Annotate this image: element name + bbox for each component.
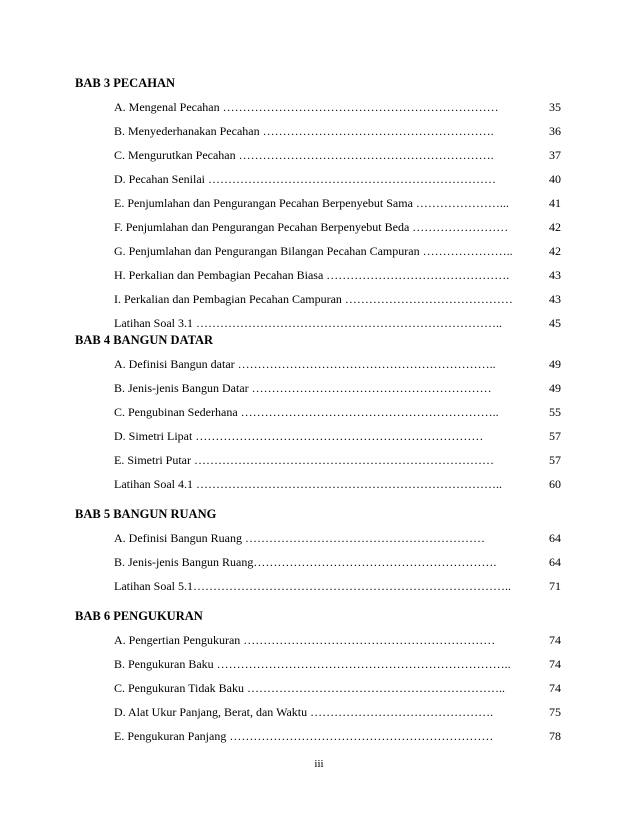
entry-page-number: 57 bbox=[549, 429, 561, 443]
toc-entry[interactable] bbox=[75, 194, 575, 218]
entry-text: Latihan Soal 5.1…………………………………………………………………….. bbox=[114, 579, 511, 593]
entry-text: C. Pengubinan Sederhana ……………………………………………………….. bbox=[114, 405, 499, 419]
entry-page-number: 75 bbox=[549, 705, 561, 719]
toc-entry[interactable] bbox=[75, 703, 575, 727]
toc-entry[interactable] bbox=[75, 655, 575, 679]
entry-page-number: 49 bbox=[549, 357, 561, 371]
chapter-bab-6 bbox=[75, 607, 575, 751]
entry-page-number: 45 bbox=[549, 316, 561, 330]
chapter-title: BAB 4 BANGUN DATAR bbox=[75, 333, 214, 347]
toc-entry[interactable] bbox=[75, 218, 575, 242]
entry-page-number: 74 bbox=[549, 633, 561, 647]
entry-page-number: 40 bbox=[549, 172, 561, 186]
toc-entry[interactable] bbox=[75, 379, 575, 403]
toc-entry[interactable] bbox=[75, 242, 575, 266]
entry-text: D. Alat Ukur Panjang, Berat, dan Waktu ………………………………………. bbox=[114, 705, 494, 719]
entry-page-number: 36 bbox=[549, 124, 561, 138]
entry-text: B. Menyederhanakan Pecahan …………………………………………………. bbox=[114, 124, 494, 138]
entry-page-number: 74 bbox=[549, 681, 561, 695]
entry-text: D. Simetri Lipat ……………………………………………………………… bbox=[114, 429, 484, 443]
toc-entry[interactable] bbox=[75, 355, 575, 379]
entry-text: B. Pengukuran Baku ……………………………………………………………….. bbox=[114, 657, 511, 671]
toc-entry[interactable] bbox=[75, 266, 575, 290]
toc-entry-exercise[interactable] bbox=[75, 475, 575, 499]
entry-text: I. Perkalian dan Pembagian Pecahan Campuran …………………………………… bbox=[114, 292, 513, 306]
entry-text: A. Definisi Bangun Ruang …………………………………………………… bbox=[114, 531, 485, 545]
page-number-footer: iii bbox=[314, 758, 324, 770]
toc-entry[interactable] bbox=[75, 451, 575, 475]
entry-page-number: 64 bbox=[549, 555, 561, 569]
entry-page-number: 55 bbox=[549, 405, 561, 419]
entry-text: A. Definisi Bangun datar ……………………………………………………….. bbox=[114, 357, 496, 371]
entry-text: C. Mengurutkan Pecahan ………………………………………………………. bbox=[114, 148, 494, 162]
toc-entry[interactable] bbox=[75, 170, 575, 194]
entry-page-number: 42 bbox=[549, 220, 561, 234]
toc-entry[interactable] bbox=[75, 631, 575, 655]
toc-entry-exercise[interactable] bbox=[75, 577, 575, 601]
entry-text: E. Penjumlahan dan Pengurangan Pecahan Berpenyebut Sama …………………... bbox=[114, 196, 509, 210]
entry-page-number: 57 bbox=[549, 453, 561, 467]
toc-entry[interactable] bbox=[75, 529, 575, 553]
entry-text: Latihan Soal 4.1 ………………………………………………………………….. bbox=[114, 477, 502, 491]
entry-page-number: 42 bbox=[549, 244, 561, 258]
entry-page-number: 78 bbox=[549, 729, 561, 743]
entry-text: G. Penjumlahan dan Pengurangan Bilangan Pecahan Campuran ………………….. bbox=[114, 244, 513, 258]
entry-text: E. Pengukuran Panjang ………………………………………………………… bbox=[114, 729, 494, 743]
chapter-title: BAB 3 PECAHAN bbox=[75, 76, 176, 90]
toc-entry[interactable] bbox=[75, 403, 575, 427]
toc-entry[interactable] bbox=[75, 427, 575, 451]
entry-page-number: 74 bbox=[549, 657, 561, 671]
entry-page-number: 41 bbox=[549, 196, 561, 210]
chapter-bab-4 bbox=[75, 331, 575, 499]
entry-page-number: 35 bbox=[549, 100, 561, 114]
entry-text: A. Pengertian Pengukuran ……………………………………………………… bbox=[114, 633, 496, 647]
entry-page-number: 49 bbox=[549, 381, 561, 395]
toc-entry[interactable] bbox=[75, 553, 575, 577]
entry-text: Latihan Soal 3.1 ………………………………………………………………….. bbox=[114, 316, 502, 330]
toc-entry[interactable] bbox=[75, 679, 575, 703]
entry-text: C. Pengukuran Tidak Baku ……………………………………………………….. bbox=[114, 681, 506, 695]
entry-page-number: 64 bbox=[549, 531, 561, 545]
chapter-title: BAB 6 PENGUKURAN bbox=[75, 609, 203, 623]
toc-entry[interactable] bbox=[75, 98, 575, 122]
entry-text: D. Pecahan Senilai ……………………………………………………………… bbox=[114, 172, 496, 186]
toc-entry[interactable] bbox=[75, 290, 575, 314]
entry-text: B. Jenis-jenis Bangun Datar …………………………………………………… bbox=[114, 381, 492, 395]
entry-page-number: 60 bbox=[549, 477, 561, 491]
chapter-bab-5 bbox=[75, 505, 575, 601]
toc-entry[interactable] bbox=[75, 146, 575, 170]
entry-text: B. Jenis-jenis Bangun Ruang……………………………………………………. bbox=[114, 555, 497, 569]
entry-text: H. Perkalian dan Pembagian Pecahan Biasa ………………………………………. bbox=[114, 268, 510, 282]
entry-text: A. Mengenal Pecahan …………………………………………………………… bbox=[114, 100, 499, 114]
entry-page-number: 71 bbox=[549, 579, 561, 593]
entry-page-number: 43 bbox=[549, 268, 561, 282]
entry-text: F. Penjumlahan dan Pengurangan Pecahan Berpenyebut Beda …………………… bbox=[114, 220, 509, 234]
entry-text: E. Simetri Putar ………………………………………………………………… bbox=[114, 453, 494, 467]
chapter-bab-3 bbox=[75, 74, 575, 338]
chapter-title: BAB 5 BANGUN RUANG bbox=[75, 507, 217, 521]
toc-entry[interactable] bbox=[75, 122, 575, 146]
entry-page-number: 43 bbox=[549, 292, 561, 306]
toc-entry[interactable] bbox=[75, 727, 575, 751]
entry-page-number: 37 bbox=[549, 148, 561, 162]
